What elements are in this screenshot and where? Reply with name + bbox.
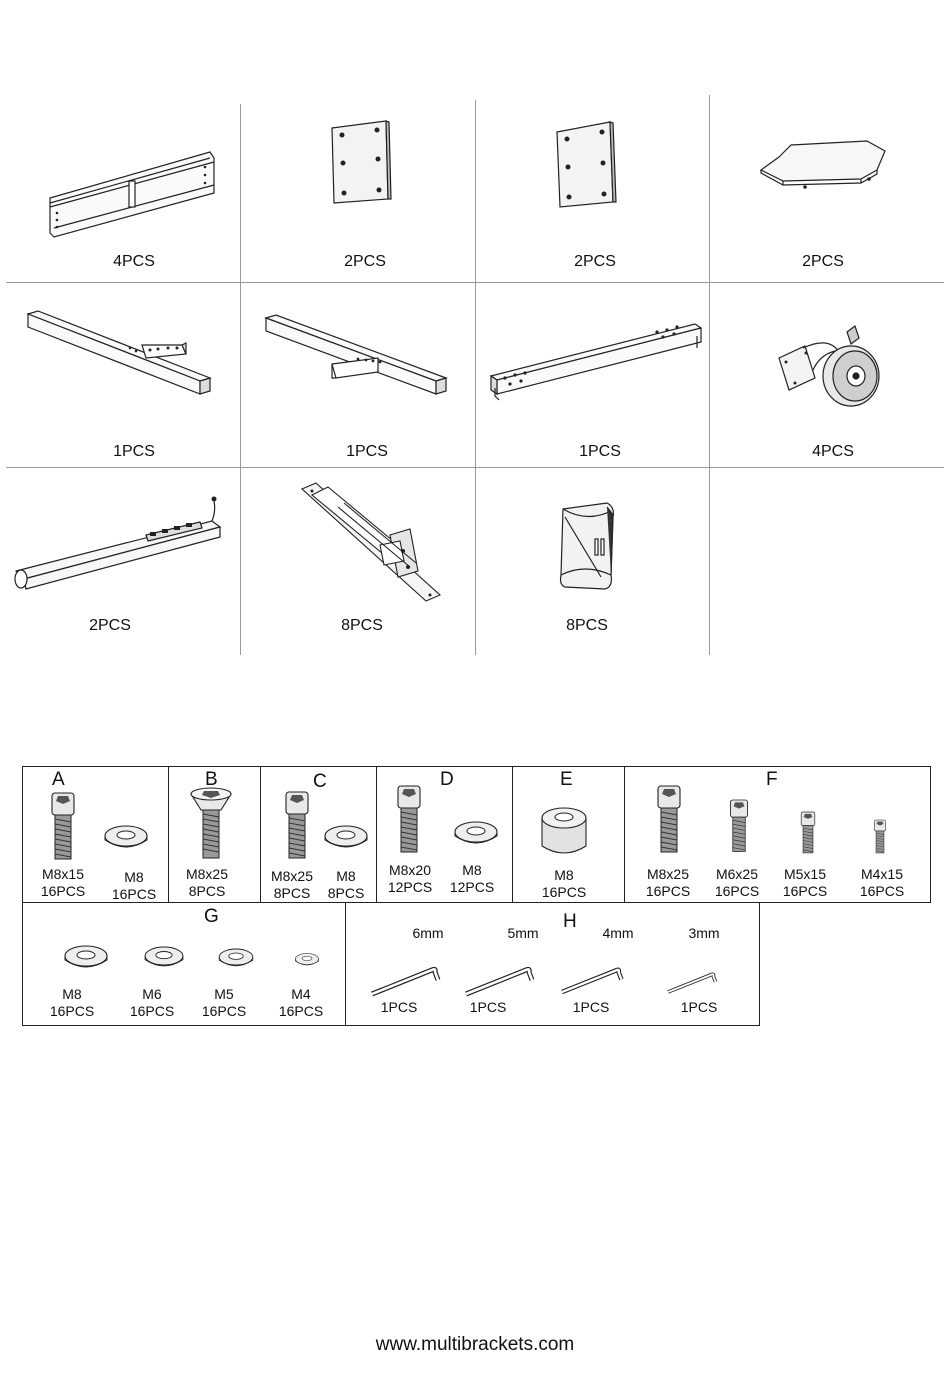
part-quantity: 4PCS	[812, 443, 854, 460]
hex-key-quantity: 1PCS	[572, 999, 610, 1015]
bolt-icon	[658, 786, 680, 852]
hardware-quantity: 8PCS	[188, 883, 226, 899]
hardware-item-label	[189, 986, 259, 1020]
hardware-size: M8x25	[270, 868, 314, 884]
hex-key-size: 3mm	[688, 925, 720, 941]
hardware-item-label	[633, 866, 703, 900]
part-vesa-plate	[475, 95, 709, 282]
part-vesa-plate	[240, 95, 475, 282]
cross-beam-icon	[475, 282, 709, 467]
hardware-size: M5	[214, 986, 234, 1002]
hardware-letter: D	[440, 769, 454, 790]
hardware-item-label	[437, 862, 507, 896]
washer-icon	[65, 946, 107, 967]
hardware-item-label	[28, 866, 98, 900]
long-beam-left-icon	[0, 282, 240, 467]
part-cross-beam	[475, 282, 709, 467]
hardware-letter: B	[205, 769, 218, 790]
hardware-size: M8x20	[388, 862, 432, 878]
hardware-size: M8x25	[185, 866, 229, 882]
hardware-quantity: 16PCS	[201, 1003, 247, 1019]
hardware-quantity: 16PCS	[782, 883, 828, 899]
bolt-icon	[52, 793, 74, 859]
hardware-size: M8	[124, 869, 144, 885]
part-cover-cap	[475, 467, 709, 655]
hex-key-quantity: 1PCS	[469, 999, 507, 1015]
hardware-quantity: 12PCS	[387, 879, 433, 895]
hex-key-icon	[466, 969, 532, 994]
hardware-quantity: 16PCS	[129, 1003, 175, 1019]
hex-key-icon	[562, 970, 621, 992]
part-quantity: 2PCS	[89, 617, 131, 634]
hardware-letter: F	[766, 769, 778, 790]
washer-icon	[455, 822, 497, 843]
part-long-beam	[0, 282, 240, 467]
part-quantity: 4PCS	[113, 253, 155, 270]
part-power-strip	[0, 467, 240, 655]
caster-wheel-icon	[709, 282, 944, 467]
hardware-quantity: 16PCS	[111, 886, 157, 902]
hardware-size: M5x15	[783, 866, 827, 882]
part-caster-wheel	[709, 282, 944, 467]
part-quantity: 1PCS	[346, 443, 388, 460]
bolt-icon	[398, 786, 420, 852]
hardware-size: M4x15	[860, 866, 904, 882]
hardware-item-label	[117, 986, 187, 1020]
hardware-item-label	[37, 986, 107, 1020]
bolt-icon	[875, 820, 886, 853]
hardware-item-label	[702, 866, 772, 900]
hardware-quantity: 16PCS	[645, 883, 691, 899]
hardware-quantity: 16PCS	[278, 1003, 324, 1019]
hardware-quantity: 16PCS	[859, 883, 905, 899]
part-quantity: 2PCS	[344, 253, 386, 270]
hex-key-size: 6mm	[412, 925, 444, 941]
part-quantity: 8PCS	[566, 617, 608, 634]
part-quantity: 2PCS	[574, 253, 616, 270]
part-quantity: 2PCS	[802, 253, 844, 270]
hardware-letter: G	[204, 906, 219, 927]
countersunk-bolt-icon	[191, 788, 231, 858]
hardware-item-label	[99, 869, 169, 903]
hardware-item-label	[266, 986, 336, 1020]
hardware-quantity: 8PCS	[273, 885, 311, 901]
hardware-quantity: 16PCS	[714, 883, 760, 899]
hardware-quantity: 16PCS	[541, 884, 587, 900]
part-quantity: 1PCS	[113, 443, 155, 460]
hardware-quantity: 12PCS	[449, 879, 495, 895]
hardware-item-label	[847, 866, 917, 900]
hardware-size: M8	[336, 868, 356, 884]
washer-icon	[295, 954, 318, 966]
footer-url: www.multibrackets.com	[375, 1334, 575, 1355]
washer-icon	[105, 826, 147, 847]
hardware-size: M4	[291, 986, 311, 1002]
hardware-size: M8	[62, 986, 82, 1002]
hardware-letter: C	[313, 771, 327, 792]
hardware-quantity: 8PCS	[327, 885, 365, 901]
hex-key-quantity: 1PCS	[680, 999, 718, 1015]
hardware-letter: H	[563, 911, 577, 932]
part-rail-beam	[0, 95, 240, 282]
hardware-item-label	[375, 862, 445, 896]
part-tilt-arm	[240, 467, 475, 655]
washer-icon	[325, 826, 367, 847]
hex-key-size: 4mm	[602, 925, 634, 941]
hex-key-size: 5mm	[507, 925, 539, 941]
hardware-item-label	[311, 868, 381, 902]
hardware-quantity: 16PCS	[49, 1003, 95, 1019]
washer-icon	[219, 949, 253, 966]
part-long-beam	[240, 282, 475, 467]
long-beam-bracket-icon	[240, 282, 475, 467]
hardware-size: M8	[554, 867, 574, 883]
hardware-size: M6	[142, 986, 162, 1002]
hardware-letter: A	[52, 769, 65, 790]
hardware-item-label	[529, 867, 599, 901]
hardware-quantity: 16PCS	[40, 883, 86, 899]
hex-key-quantity: 1PCS	[380, 999, 418, 1015]
hardware-size: M6x25	[715, 866, 759, 882]
hardware-size: M8	[462, 862, 482, 878]
washer-icon	[145, 947, 183, 966]
hardware-size: M8x25	[646, 866, 690, 882]
hardware-item-label	[770, 866, 840, 900]
part-quantity: 8PCS	[341, 617, 383, 634]
part-octagon-plate	[709, 95, 944, 282]
part-quantity: 1PCS	[579, 443, 621, 460]
hardware-item-label	[172, 866, 242, 900]
bolt-icon	[286, 792, 308, 858]
hardware-letter: E	[560, 769, 573, 790]
hardware-size: M8x15	[41, 866, 85, 882]
hex-key-icon	[372, 969, 438, 994]
bolt-icon	[801, 812, 815, 853]
bolt-icon	[730, 800, 747, 851]
hex-key-icon	[668, 974, 716, 992]
spacer-icon	[542, 808, 586, 853]
